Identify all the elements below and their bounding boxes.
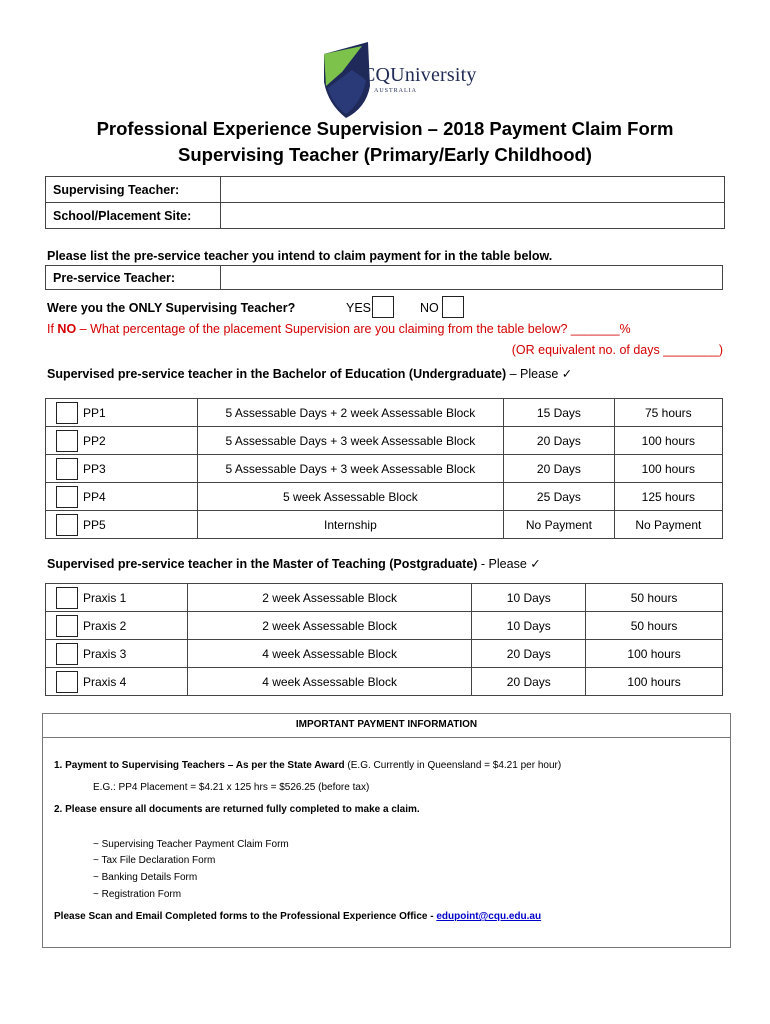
praxis1-cell bbox=[46, 584, 188, 612]
pp3-code: PP3 bbox=[83, 461, 106, 476]
pp1-hours: 75 hours bbox=[614, 399, 722, 427]
pp3-days: 20 Days bbox=[504, 455, 614, 483]
pp1-cell bbox=[46, 399, 198, 427]
pp5-days: No Payment bbox=[504, 511, 614, 539]
supervising-teacher-field[interactable] bbox=[221, 177, 725, 203]
praxis2-hours: 50 hours bbox=[586, 612, 723, 640]
payment-info-box bbox=[42, 713, 731, 948]
supervising-teacher-label: Supervising Teacher: bbox=[46, 177, 221, 203]
pp2-hours: 100 hours bbox=[614, 427, 722, 455]
undergrad-section-title bbox=[47, 366, 572, 381]
pre-service-label: Pre-service Teacher: bbox=[46, 266, 221, 290]
praxis4-desc: 4 week Assessable Block bbox=[187, 668, 472, 696]
praxis4-hours: 100 hours bbox=[586, 668, 723, 696]
no-checkbox[interactable] bbox=[442, 296, 464, 318]
pp4-days: 25 Days bbox=[504, 483, 614, 511]
table-row bbox=[46, 511, 723, 539]
postgrad-section-title bbox=[47, 556, 541, 571]
praxis3-code: Praxis 3 bbox=[83, 646, 127, 661]
school-site-label: School/Placement Site: bbox=[46, 203, 221, 229]
postgrad-table bbox=[45, 583, 723, 696]
postgrad-title-text: Supervised pre-service teacher in the Master of Teaching (Postgraduate) bbox=[47, 557, 478, 571]
form-list-item: ~ Supervising Teacher Payment Claim Form bbox=[93, 839, 289, 850]
pp5-cell bbox=[46, 511, 198, 539]
table-row bbox=[46, 427, 723, 455]
praxis1-code: Praxis 1 bbox=[83, 590, 127, 605]
pp2-checkbox[interactable] bbox=[56, 430, 78, 452]
pp3-checkbox[interactable] bbox=[56, 458, 78, 480]
table-row bbox=[46, 399, 723, 427]
payment-rate-bold: 1. Payment to Supervising Teachers – As per the State Award bbox=[54, 760, 345, 771]
undergrad-table bbox=[45, 398, 723, 539]
logo-wordmark: CQUniversity bbox=[362, 64, 477, 86]
yes-label: YES bbox=[346, 301, 372, 315]
pp1-code: PP1 bbox=[83, 405, 106, 420]
if-no-prefix: If bbox=[47, 322, 58, 336]
logo-country: AUSTRALIA bbox=[374, 88, 417, 94]
pre-service-row bbox=[46, 266, 723, 290]
form-title: Professional Experience Supervision – 2018 Payment Claim Form bbox=[96, 118, 674, 139]
pp1-days: 15 Days bbox=[504, 399, 614, 427]
table-row bbox=[46, 612, 723, 640]
praxis4-cell bbox=[46, 668, 188, 696]
praxis1-hours: 50 hours bbox=[586, 584, 723, 612]
form-list-item: ~ Tax File Declaration Form bbox=[93, 855, 216, 866]
praxis3-desc: 4 week Assessable Block bbox=[187, 640, 472, 668]
payment-info-header: IMPORTANT PAYMENT INFORMATION bbox=[43, 714, 730, 738]
payment-example-line: E.G.: PP4 Placement = $4.21 x 125 hrs = $526.25 (before tax) bbox=[93, 782, 370, 793]
praxis4-checkbox[interactable] bbox=[56, 671, 78, 693]
praxis4-days: 20 Days bbox=[472, 668, 586, 696]
pp5-checkbox[interactable] bbox=[56, 514, 78, 536]
form-subtitle: Supervising Teacher (Primary/Early Childhood) bbox=[178, 144, 592, 165]
only-supervisor-question: Were you the ONLY Supervising Teacher? bbox=[47, 301, 296, 315]
submit-instruction-text: Please Scan and Email Completed forms to the Professional Experience Office - bbox=[54, 911, 437, 922]
submit-instruction bbox=[54, 911, 541, 922]
if-no-keyword: NO bbox=[57, 322, 77, 336]
pp5-code: PP5 bbox=[83, 517, 106, 532]
praxis3-cell bbox=[46, 640, 188, 668]
table-row bbox=[46, 455, 723, 483]
school-site-field[interactable] bbox=[221, 203, 725, 229]
praxis2-code: Praxis 2 bbox=[83, 618, 127, 633]
if-no-alternative: (OR equivalent no. of days ________) bbox=[511, 343, 723, 357]
pp4-cell bbox=[46, 483, 198, 511]
praxis2-checkbox[interactable] bbox=[56, 615, 78, 637]
supervisor-info-table bbox=[45, 176, 725, 229]
table-row bbox=[46, 640, 723, 668]
pp2-cell bbox=[46, 427, 198, 455]
pp3-cell bbox=[46, 455, 198, 483]
praxis1-desc: 2 week Assessable Block bbox=[187, 584, 472, 612]
pp5-desc: Internship bbox=[197, 511, 504, 539]
pp3-hours: 100 hours bbox=[614, 455, 722, 483]
if-no-instruction bbox=[47, 322, 631, 336]
pp3-desc: 5 Assessable Days + 3 week Assessable Block bbox=[197, 455, 504, 483]
pp5-hours: No Payment bbox=[614, 511, 722, 539]
cqu-logo bbox=[322, 42, 477, 120]
pp4-checkbox[interactable] bbox=[56, 486, 78, 508]
pp2-days: 20 Days bbox=[504, 427, 614, 455]
yes-checkbox[interactable] bbox=[372, 296, 394, 318]
praxis2-desc: 2 week Assessable Block bbox=[187, 612, 472, 640]
undergrad-title-suffix: – Please ✓ bbox=[506, 367, 573, 381]
pp4-hours: 125 hours bbox=[614, 483, 722, 511]
form-list-item: ~ Banking Details Form bbox=[93, 872, 198, 883]
postgrad-title-suffix: - Please ✓ bbox=[477, 557, 541, 571]
praxis1-days: 10 Days bbox=[472, 584, 586, 612]
form-list-item: ~ Registration Form bbox=[93, 889, 182, 900]
intro-text: Please list the pre-service teacher you intend to claim payment for in the table below. bbox=[47, 249, 553, 263]
pp2-code: PP2 bbox=[83, 433, 106, 448]
pp1-checkbox[interactable] bbox=[56, 402, 78, 424]
table-row bbox=[46, 584, 723, 612]
praxis1-checkbox[interactable] bbox=[56, 587, 78, 609]
pp1-desc: 5 Assessable Days + 2 week Assessable Block bbox=[197, 399, 504, 427]
payment-rate-line bbox=[54, 760, 561, 771]
documents-instruction: 2. Please ensure all documents are returned fully completed to make a claim. bbox=[54, 804, 420, 815]
pp4-desc: 5 week Assessable Block bbox=[197, 483, 504, 511]
table-row bbox=[46, 668, 723, 696]
praxis3-days: 20 Days bbox=[472, 640, 586, 668]
praxis2-days: 10 Days bbox=[472, 612, 586, 640]
undergrad-title-text: Supervised pre-service teacher in the Bachelor of Education (Undergraduate) bbox=[47, 367, 507, 381]
praxis2-cell bbox=[46, 612, 188, 640]
praxis3-checkbox[interactable] bbox=[56, 643, 78, 665]
pre-service-table bbox=[45, 265, 723, 290]
payment-rate-rest: (E.G. Currently in Queensland = $4.21 per hour) bbox=[344, 760, 562, 771]
email-link[interactable]: edupoint@cqu.edu.au bbox=[436, 911, 542, 922]
if-no-text: – What percentage of the placement Supervision are you claiming from the table below? _______% bbox=[76, 322, 631, 336]
praxis3-hours: 100 hours bbox=[586, 640, 723, 668]
praxis4-code: Praxis 4 bbox=[83, 674, 127, 689]
pre-service-field[interactable] bbox=[221, 266, 723, 290]
supervising-teacher-row bbox=[46, 177, 725, 203]
table-row bbox=[46, 483, 723, 511]
school-site-row bbox=[46, 203, 725, 229]
pp4-code: PP4 bbox=[83, 489, 106, 504]
no-label: NO bbox=[420, 301, 439, 315]
pp2-desc: 5 Assessable Days + 3 week Assessable Block bbox=[197, 427, 504, 455]
